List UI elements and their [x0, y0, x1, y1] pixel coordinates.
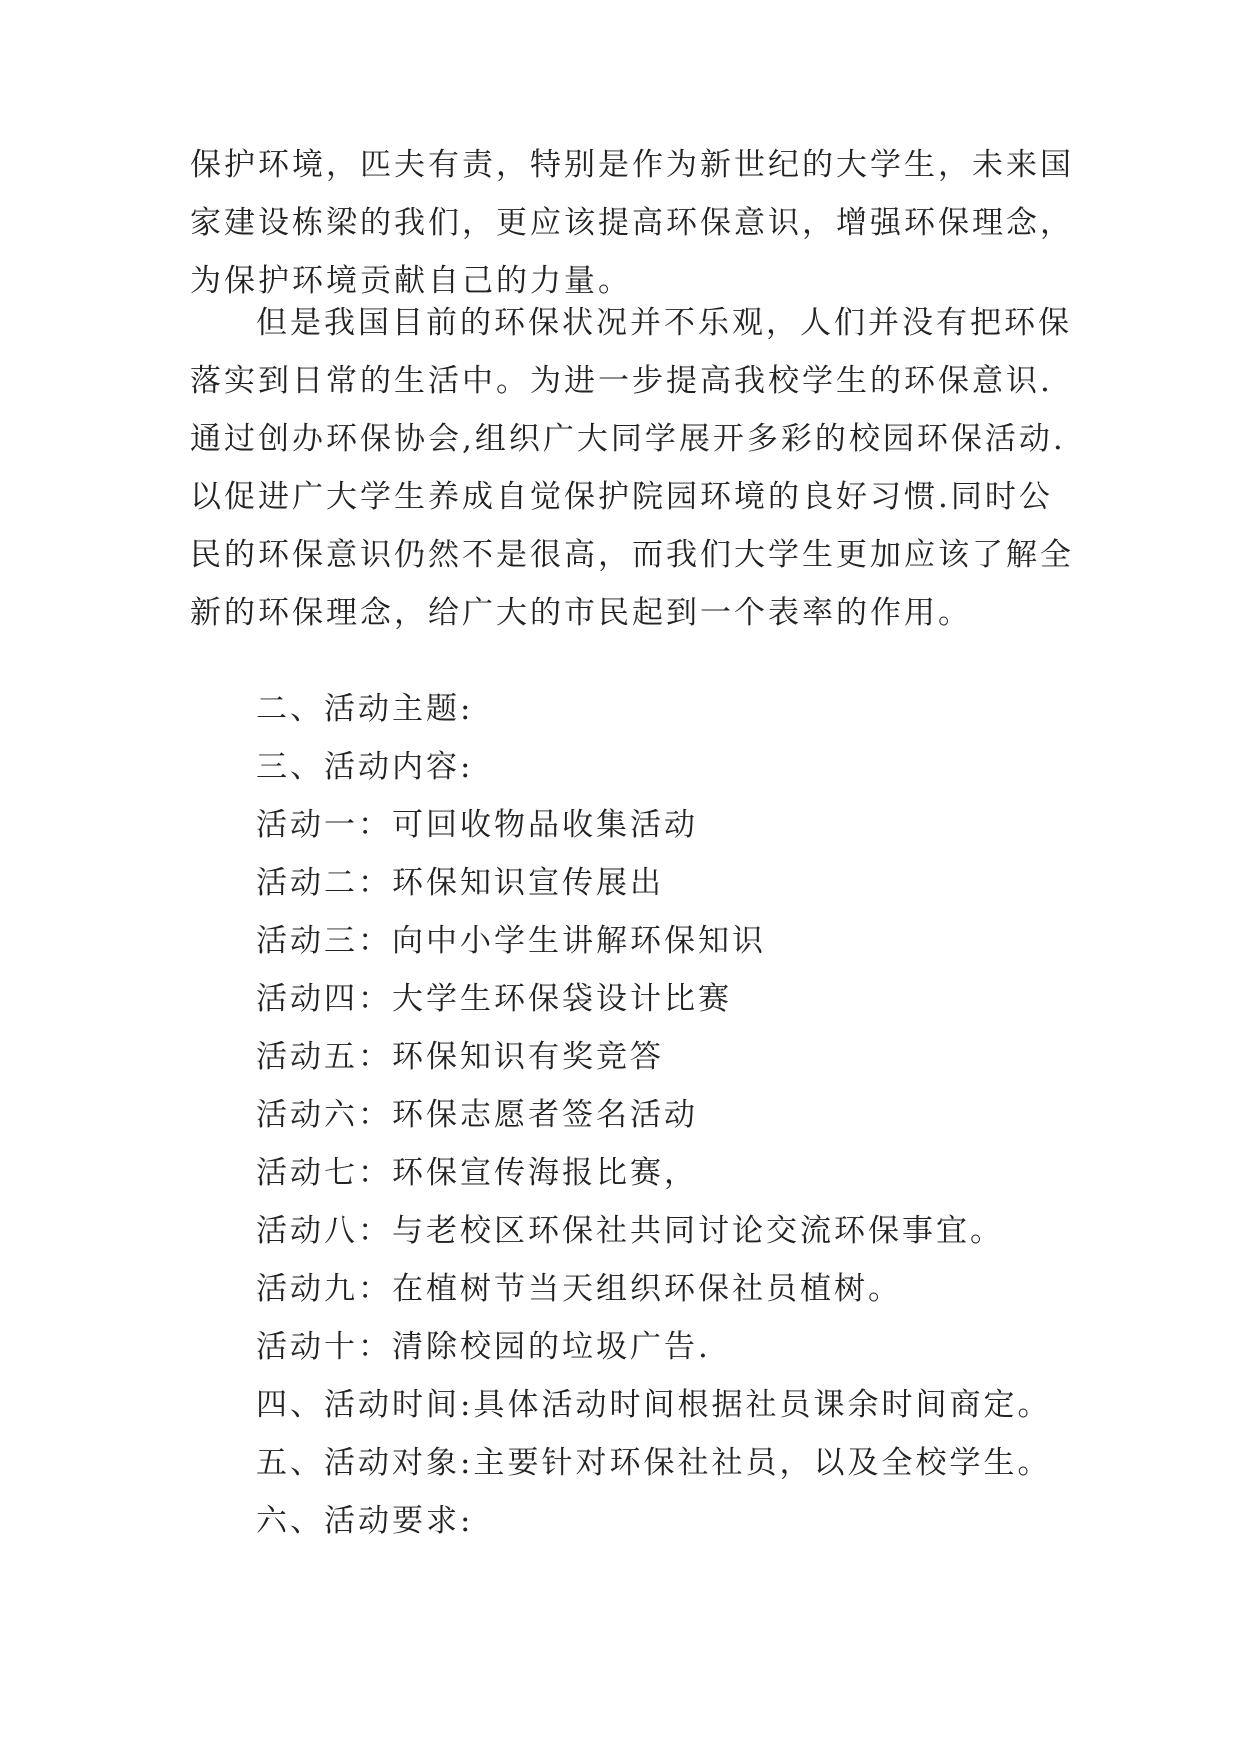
activity-item: 活动九：在植树节当天组织环保社员植树。	[256, 1271, 902, 1307]
text-line: 新的环保理念，给广大的市民起到一个表率的作用。	[190, 595, 972, 631]
activity-item: 活动五：环保知识有奖竞答	[256, 1039, 664, 1075]
activity-item: 活动二：环保知识宣传展出	[256, 865, 664, 901]
paragraph-intro	[190, 136, 1090, 310]
section-heading-time: 四、活动时间:具体活动时间根据社员课余时间商定。	[256, 1387, 1052, 1423]
text-line: 保护环境，匹夫有责，特别是作为新世纪的大学生，未来国	[190, 147, 1074, 183]
text-line: 以促进广大学生养成自觉保护院园环境的良好习惯.同时公	[190, 479, 1053, 515]
text-line: 家建设栋梁的我们，更应该提高环保意识，增强环保理念，	[190, 205, 1074, 241]
activity-item: 活动六：环保志愿者签名活动	[256, 1097, 698, 1133]
text-line: 落实到日常的生活中。为进一步提高我校学生的环保意识.	[190, 363, 1053, 399]
text-line: 民的环保意识仍然不是很高，而我们大学生更加应该了解全	[190, 537, 1074, 573]
activity-item: 活动四：大学生环保袋设计比赛	[256, 981, 732, 1017]
activity-item: 活动十：清除校园的垃圾广告.	[256, 1329, 711, 1365]
activity-item: 活动七：环保宣传海报比赛，	[256, 1155, 698, 1191]
activity-item: 活动三：向中小学生讲解环保知识	[256, 923, 766, 959]
section-heading-theme: 二、活动主题:	[256, 691, 474, 727]
section-list	[190, 680, 1090, 1550]
text-line: 为保护环境贡献自己的力量。	[190, 263, 632, 299]
text-line: 但是我国目前的环保状况并不乐观，人们并没有把环保	[256, 305, 1072, 341]
activity-item: 活动一：可回收物品收集活动	[256, 807, 698, 843]
paragraph-background	[190, 294, 1090, 642]
section-heading-content: 三、活动内容:	[256, 749, 474, 785]
section-heading-requirements: 六、活动要求:	[256, 1503, 474, 1539]
section-heading-target: 五、活动对象:主要针对环保社社员，以及全校学生。	[256, 1445, 1052, 1481]
text-line: 通过创办环保协会,组织广大同学展开多彩的校园环保活动.	[190, 421, 1066, 457]
activity-item: 活动八：与老校区环保社共同讨论交流环保事宜。	[256, 1213, 1004, 1249]
